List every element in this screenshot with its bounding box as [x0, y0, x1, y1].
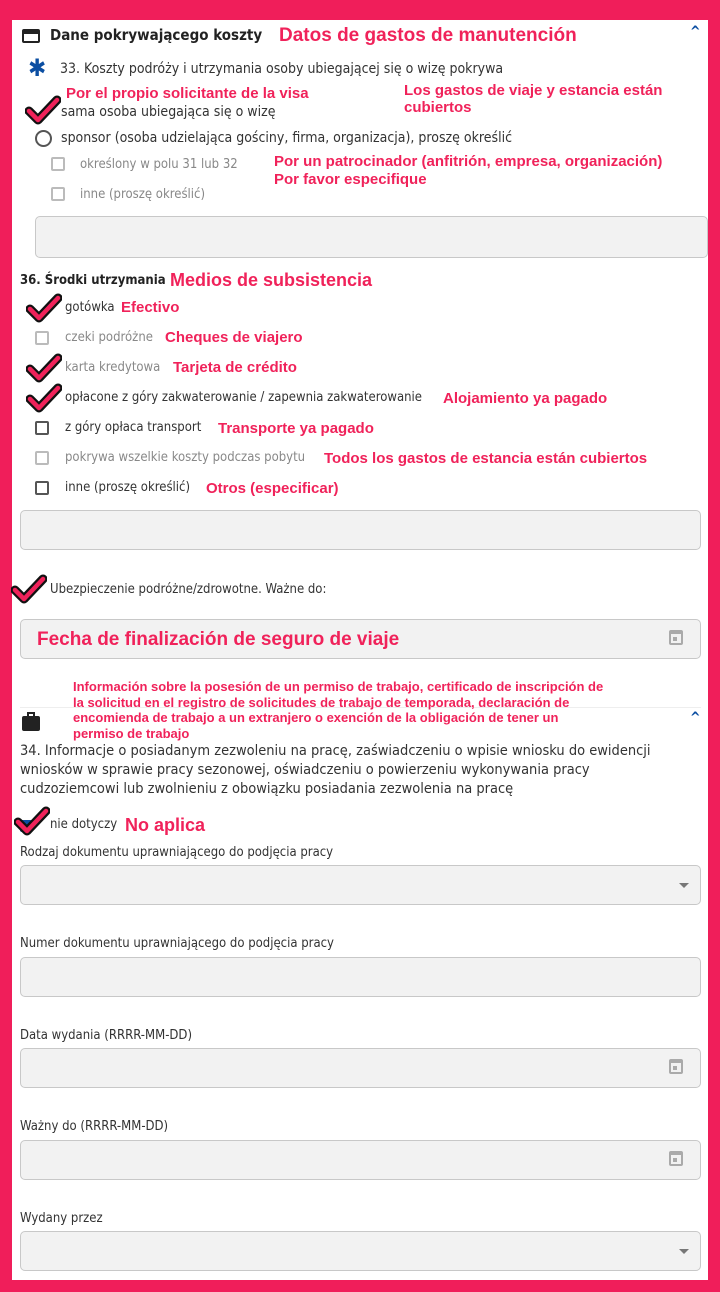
checkmark-icon[interactable]	[26, 383, 62, 413]
annotation: Otros (especificar)	[206, 480, 339, 497]
annotation: Cheques de viajero	[165, 329, 303, 346]
annotation: permiso de trabajo	[73, 726, 190, 741]
dropdown-caret-icon	[679, 1249, 689, 1254]
checkmark-icon[interactable]	[26, 293, 62, 323]
annotation: Todos los gastos de estancia están cubiertos	[324, 450, 648, 467]
sub2-label: inne (proszę określić)	[80, 187, 206, 202]
q33-label: 33. Koszty podróży i utrzymania osoby ubiegającej się o wizę pokrywa	[60, 61, 504, 77]
valid-to-label: Ważny do (RRRR-MM-DD)	[20, 1119, 169, 1134]
means-label-accommodation: opłacone z góry zakwaterowanie / zapewnia zakwaterowanie	[65, 390, 422, 405]
checkmark-icon[interactable]	[25, 95, 61, 125]
annotation: Información sobre la posesión de un permiso de trabajo, certificado de inscripción de	[73, 679, 604, 694]
annotation: Medios de subsistencia	[170, 270, 373, 290]
doc-number-label: Numer dokumentu uprawniającego do podjęcia pracy	[20, 936, 334, 951]
annotation: Por el propio solicitante de la visa	[66, 85, 309, 102]
radio-sponsor[interactable]	[35, 130, 52, 147]
checkbox-transport[interactable]	[35, 421, 49, 435]
required-asterisk-icon: ✱	[28, 54, 47, 82]
means-label-transport: z góry opłaca transport	[65, 420, 202, 435]
annotation: Transporte ya pagado	[218, 420, 374, 437]
issued-by-label: Wydany przez	[20, 1211, 103, 1226]
means-label-card: karta kredytowa	[65, 360, 161, 375]
annotation: encomienda de trabajo a un extranjero o exención de la obligación de tener un	[73, 710, 559, 725]
doc-type-select[interactable]	[20, 865, 701, 905]
not-applicable-label: nie dotyczy	[50, 817, 118, 832]
briefcase-icon	[22, 716, 40, 731]
doc-number-input[interactable]	[20, 957, 701, 997]
q34-line3: cudzoziemcowi lub zwolnieniu z obowiązku posiadania zezwolenia na pracę	[20, 781, 514, 797]
section-title-costs: Dane pokrywającego koszty	[50, 26, 263, 44]
doc-type-label: Rodzaj dokumentu uprawniającego do podjęcia pracy	[20, 845, 334, 860]
calendar-icon[interactable]	[669, 1059, 683, 1074]
checkmark-icon[interactable]	[26, 353, 62, 383]
checkmark-icon[interactable]	[11, 574, 47, 604]
q34-line2: wniosków w sprawie pracy sezonowej, oświadczeniu o powierzeniu wykonywania pracy	[20, 762, 590, 778]
annotation: cubiertos	[404, 99, 472, 116]
annotation: Por un patrocinador (anfitrión, empresa, organización)	[274, 153, 663, 170]
means-label-cheques: czeki podróżne	[65, 330, 153, 345]
annotation: Tarjeta de crédito	[173, 359, 297, 376]
checkbox-all-costs[interactable]	[35, 451, 49, 465]
dropdown-caret-icon	[679, 883, 689, 888]
annotation: No aplica	[125, 815, 206, 835]
option-sponsor[interactable]: sponsor (osoba udzielająca gościny, firma, organizacja), proszę określić	[61, 130, 513, 146]
collapse-chevron-icon[interactable]: ^	[690, 710, 701, 726]
annotation: Fecha de finalización de seguro de viaje	[37, 629, 400, 650]
briefcase-handle	[27, 712, 35, 718]
sub1-label: określony w polu 31 lub 32	[80, 157, 238, 172]
issued-by-select[interactable]	[20, 1231, 701, 1271]
annotation: Por favor especifique	[274, 171, 427, 188]
q34-line1: 34. Informacje o posiadanym zezwoleniu na pracę, zaświadczeniu o wpisie wniosku do ewidencji	[20, 743, 651, 759]
issue-date-label: Data wydania (RRRR-MM-DD)	[20, 1028, 193, 1043]
means-title: 36. Środki utrzymania	[20, 273, 166, 288]
checkbox-other[interactable]	[35, 481, 49, 495]
calendar-icon[interactable]	[669, 1151, 683, 1166]
checkbox-cheques[interactable]	[35, 331, 49, 345]
checkmark-icon[interactable]	[14, 806, 50, 836]
means-label-other: inne (proszę określić)	[65, 480, 191, 495]
issue-date-input[interactable]	[20, 1048, 701, 1088]
collapse-chevron-icon[interactable]: ^	[690, 24, 701, 40]
annotation: Los gastos de viaje y estancia están	[404, 82, 663, 99]
annotation: Alojamiento ya pagado	[443, 390, 608, 407]
calendar-icon[interactable]	[669, 630, 683, 645]
means-label-all-costs: pokrywa wszelkie koszty podczas pobytu	[65, 450, 306, 465]
insurance-date-input[interactable]	[20, 619, 701, 659]
means-label-cash: gotówka	[65, 300, 115, 315]
annotation: Efectivo	[121, 299, 180, 316]
means-other-input[interactable]	[20, 510, 701, 550]
checkbox-sub2[interactable]	[51, 187, 65, 201]
checkbox-sub1[interactable]	[51, 157, 65, 171]
insurance-label: Ubezpieczenie podróżne/zdrowotne. Ważne do:	[50, 582, 327, 597]
option-self[interactable]: sama osoba ubiegająca się o wizę	[61, 104, 276, 120]
card-icon	[22, 29, 40, 43]
annotation: Datos de gastos de manutención	[279, 25, 577, 46]
annotation: la solicitud en el registro de solicitudes de trabajo de temporada, declaración de	[73, 695, 570, 710]
sponsor-specify-input[interactable]	[35, 216, 708, 258]
valid-to-input[interactable]	[20, 1140, 701, 1180]
